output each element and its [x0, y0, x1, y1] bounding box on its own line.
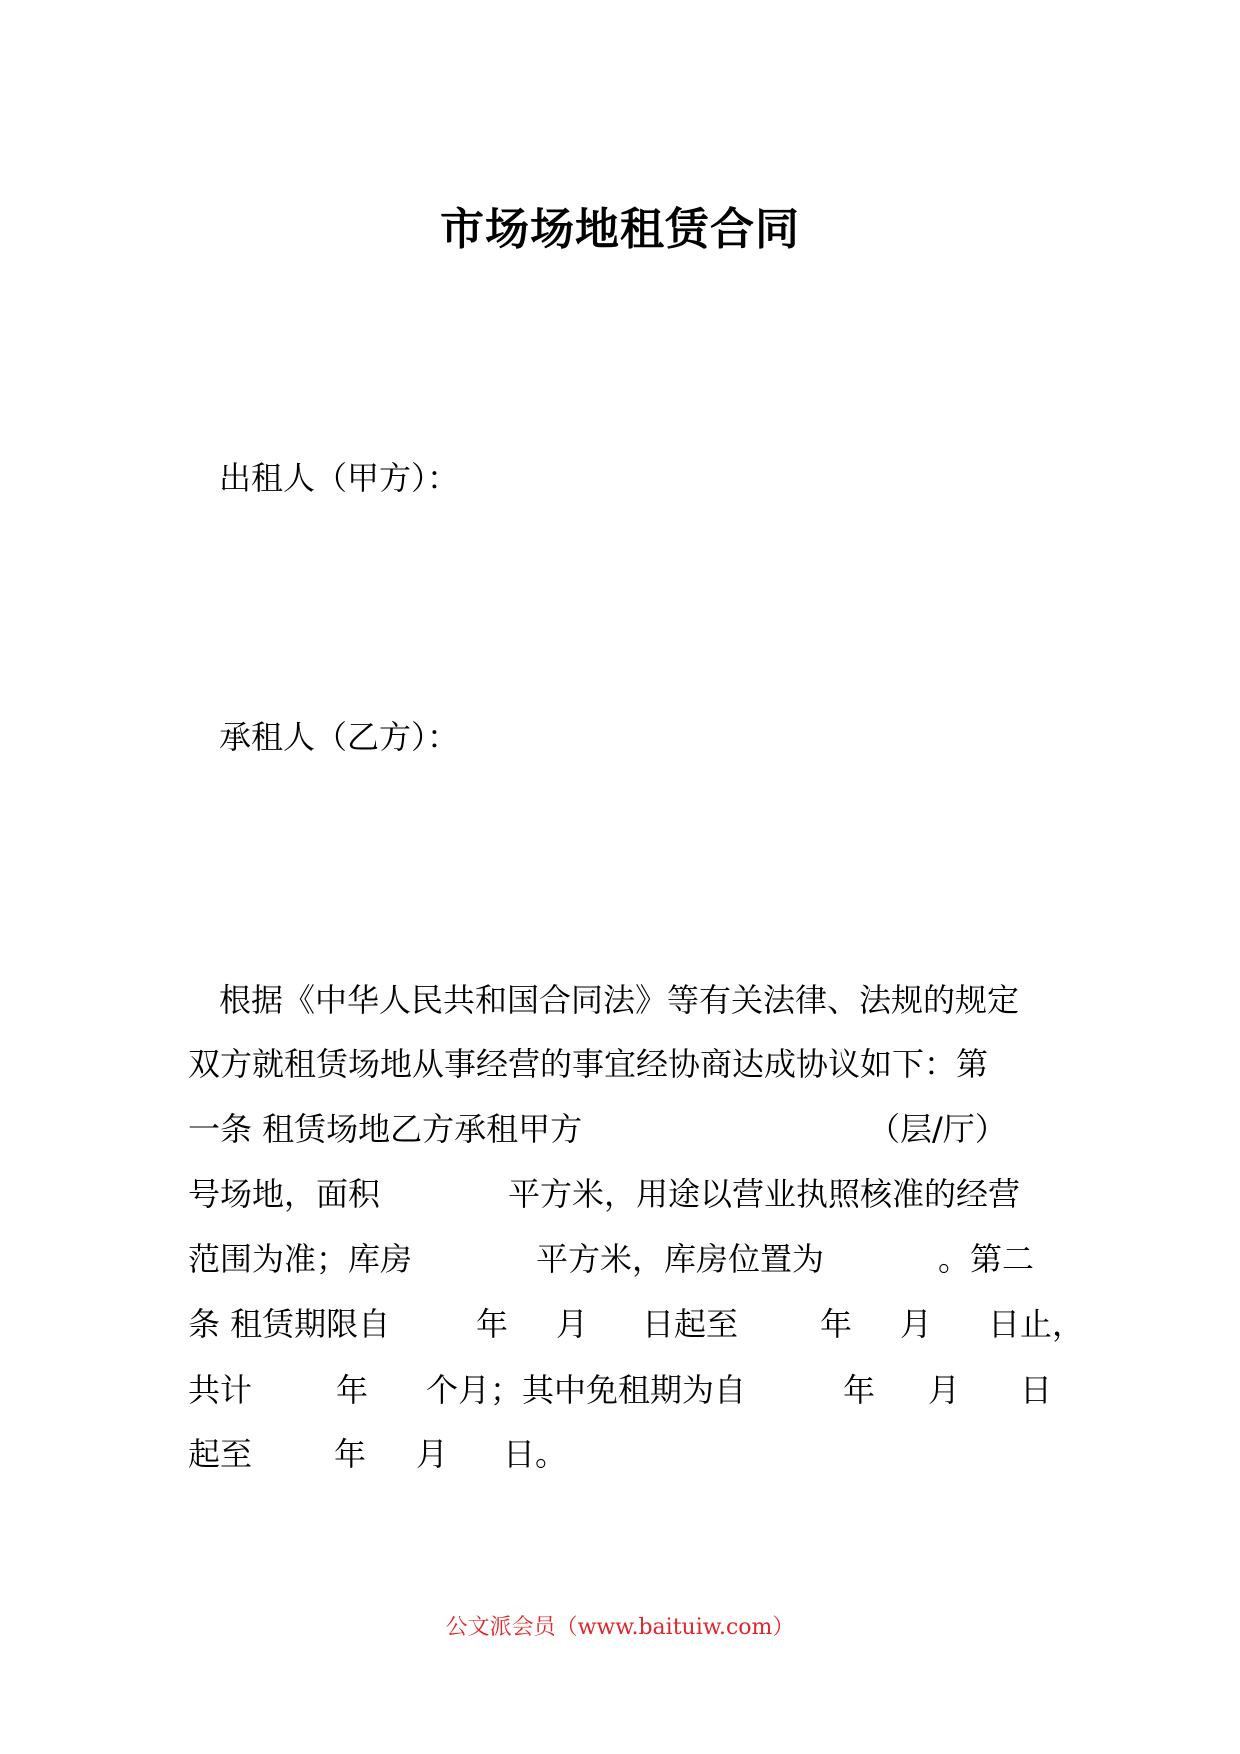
- body-text: 平方米，用途以营业执照核准的经营: [508, 1175, 1021, 1213]
- body-text: 日起至: [642, 1305, 739, 1343]
- body-text: 平方米，库房位置为: [536, 1240, 825, 1278]
- body-text: 日止，: [988, 1305, 1085, 1343]
- body-text: 日: [1020, 1371, 1053, 1409]
- body-text: 双方就租赁场地从事经营的事宜经协商达成协议如下：第: [188, 1045, 989, 1083]
- body-text: 年: [843, 1371, 876, 1409]
- body-text: 根据《中华人民共和国合同法》等有关法律、法规的规定: [219, 981, 1020, 1019]
- body-text: 年: [476, 1305, 509, 1343]
- body-text: 一条 租赁场地乙方承租甲方: [188, 1110, 583, 1148]
- body-text: 。第二: [938, 1240, 1035, 1278]
- lessee-label: 承租人（乙方）：: [219, 718, 460, 756]
- body-text: 范围为准；库房: [188, 1240, 413, 1278]
- body-text: 年: [820, 1305, 853, 1343]
- lessor-label: 出租人（甲方）：: [219, 459, 460, 497]
- body-text: 月: [556, 1305, 589, 1343]
- body-text: 个月；其中免租期为自: [426, 1371, 747, 1409]
- body-text: 共计: [188, 1371, 253, 1409]
- body-text: 年: [336, 1371, 369, 1409]
- body-text: （层/厅）: [868, 1110, 1007, 1148]
- body-text: 年: [334, 1435, 367, 1473]
- document-title: 市场场地租赁合同: [440, 204, 800, 255]
- body-text: 起至: [188, 1435, 253, 1473]
- body-text: 月: [416, 1435, 449, 1473]
- body-text: 月: [900, 1305, 933, 1343]
- body-text: 号场地，面积: [188, 1175, 381, 1213]
- body-text: 条 租赁期限自: [188, 1305, 391, 1343]
- body-text: 月: [928, 1371, 961, 1409]
- body-text: 日。: [503, 1435, 568, 1473]
- footer-watermark: 公文派会员（www.baituiw.com）: [445, 1615, 795, 1640]
